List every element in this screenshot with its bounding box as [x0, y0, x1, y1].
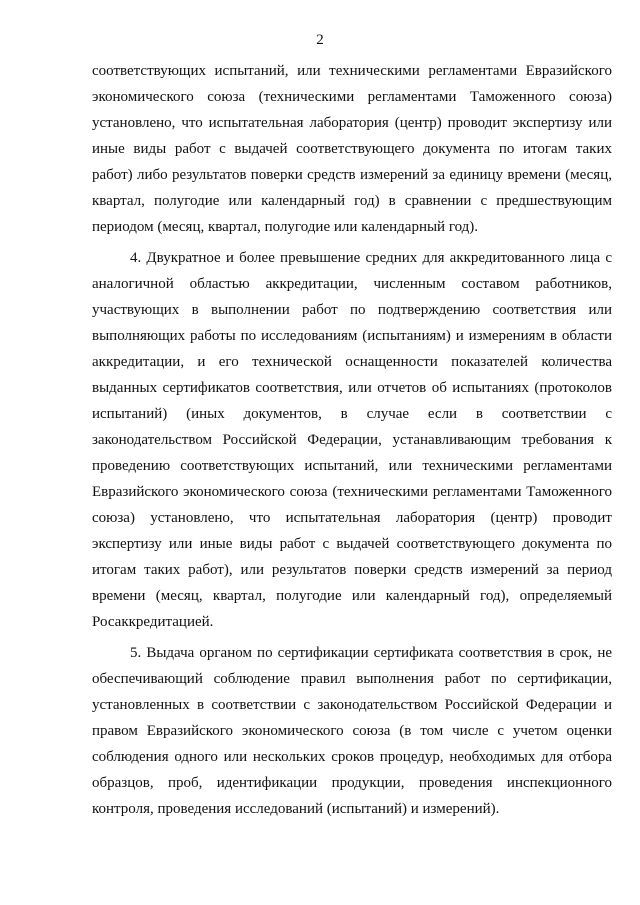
document-body: [92, 58, 612, 822]
paragraph-item-4: 4. Двукратное и более превышение средних для аккредитованного лица с аналогичной областью аккредитации, численным составом работников, участвующих в выполнении работ по подтверждению соответствия или выполняющих работы по исследованиям (испытаниям) и измерениям в области аккредитации, и его технической оснащенности показателей количества выданных сертификатов соответствия, или отчетов об испытаниях (протоколов испытаний) (иных документов, в случае если в соответствии с законодательством Российской Федерации, устанавливающим требования к проведению соответствующих испытаний, или техническими регламентами Евразийского экономического союза (техническими регламентами Таможенного союза) установлено, что испытательная лаборатория (центр) проводит экспертизу или иные виды работ с выдачей соответствующего документа по итогам таких работ), или результатов поверки средств измерений за период времени (месяц, квартал, полугодие или календарный год), определяемый Росаккредитацией.: [92, 250, 612, 630]
paragraph-continuation: соответствующих испытаний, или техническими регламентами Евразийского экономического союза (техническими регламентами Таможенного союза) установлено, что испытательная лаборатория (центр) проводит экспертизу или иные виды работ с выдачей соответствующего документа по итогам таких работ) либо результатов поверки средств измерений за единицу времени (месяц, квартал, полугодие или календарный год) в сравнении с предшествующим периодом (месяц, квартал, полугодие или календарный год).: [92, 63, 612, 235]
page-number: 2: [316, 32, 324, 48]
paragraph-item-5: 5. Выдача органом по сертификации сертификата соответствия в срок, не обеспечивающий соблюдение правил выполнения работ по сертификации, установленных в соответствии с законодательством Российской Федерации и правом Евразийского экономического союза (в том числе с учетом оценки соблюдения одного или нескольких сроков процедур, необходимых для отбора образцов, проб, идентификации продукции, проведения инспекционного контроля, проведения исследований (испытаний) и измерений).: [92, 645, 612, 817]
